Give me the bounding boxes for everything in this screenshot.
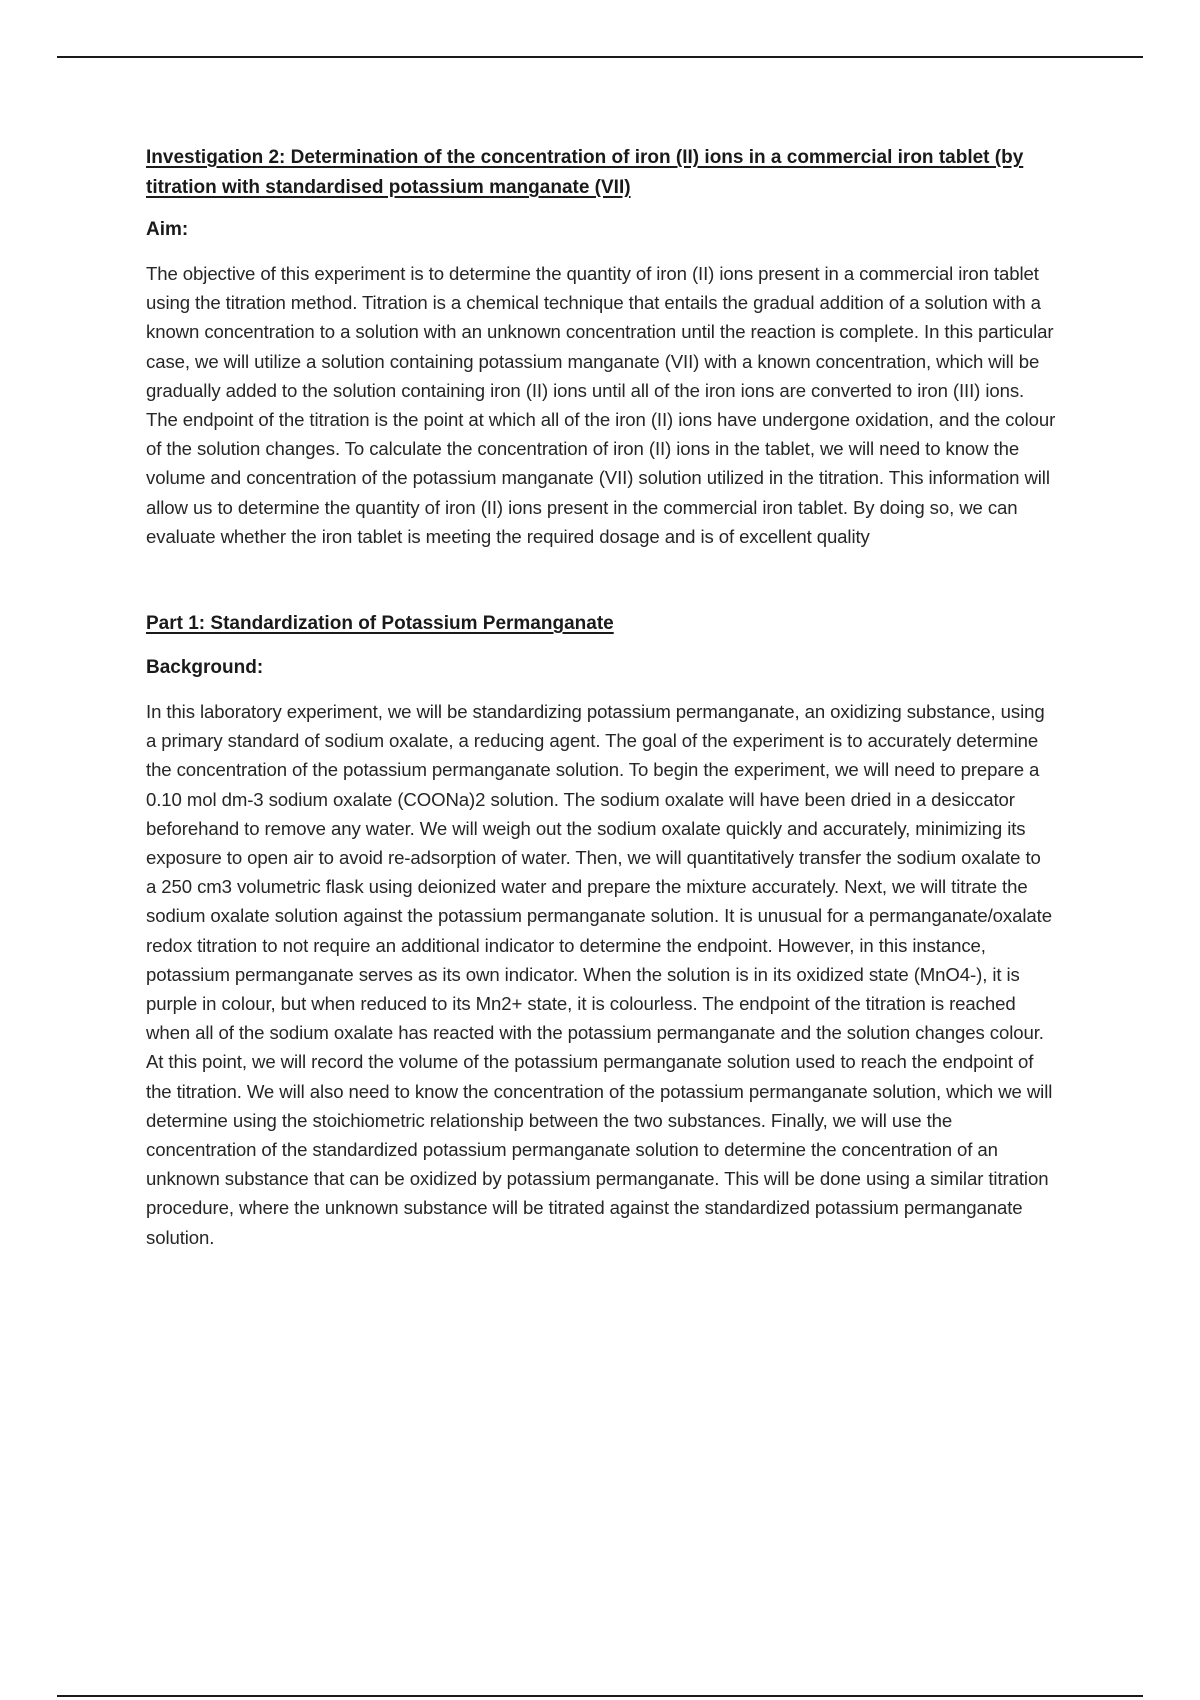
- investigation-title-text: Investigation 2: Determination of the concentration of iron (II) ions in a commercial iron tablet (by titration with standardised potassium manganate (VII): [146, 147, 1024, 198]
- part1-title: [146, 609, 1056, 639]
- background-label: Background:: [146, 657, 264, 679]
- document-body: [146, 143, 1056, 1252]
- aim-paragraph: The objective of this experiment is to determine the quantity of iron (II) ions present in a commercial iron tablet using the titration method. Titration is a chemical technique that entails the gradual addition of a solution with a known concentration to a solution with an unknown concentration until the reaction is complete. In this particular case, we will utilize a solution containing potassium manganate (VII) with a known concentration, which will be gradually added to the solution containing iron (II) ions until all of the iron ions are converted to iron (III) ions. The endpoint of the titration is the point at which all of the iron (II) ions have undergone oxidation, and the colour of the solution changes. To calculate the concentration of iron (II) ions in the tablet, we will need to know the volume and concentration of the potassium manganate (VII) solution utilized in the titration. This information will allow us to determine the quantity of iron (II) ions present in the commercial iron tablet. By doing so, we can evaluate whether the iron tablet is meeting the required dosage and is of excellent quality: [146, 263, 1056, 547]
- investigation-title: [146, 143, 1056, 203]
- background-paragraph: In this laboratory experiment, we will be standardizing potassium permanganate, an oxidizing substance, using a primary standard of sodium oxalate, a reducing agent. The goal of the experiment is to accurately determine the concentration of the potassium permanganate solution. To begin the experiment, we will need to prepare a 0.10 mol dm-3 sodium oxalate (COONa)2 solution. The sodium oxalate will have been dried in a desiccator beforehand to remove any water. We will weigh out the sodium oxalate quickly and accurately, minimizing its exposure to open air to avoid re-adsorption of water. Then, we will quantitatively transfer the sodium oxalate to a 250 cm3 volumetric flask using deionized water and prepare the mixture accurately. Next, we will titrate the sodium oxalate solution against the potassium permanganate solution. It is unusual for a permanganate/oxalate redox titration to not require an additional indicator to determine the endpoint. However, in this instance, potassium permanganate serves as its own indicator. When the solution is in its oxidized state (MnO4-), it is purple in colour, but when reduced to its Mn2+ state, it is colourless. The endpoint of the titration is reached when all of the sodium oxalate has reacted with the potassium permanganate and the solution changes colour. At this point, we will record the volume of the potassium permanganate solution used to reach the endpoint of the titration. We will also need to know the concentration of the potassium permanganate solution, which we will determine using the stoichiometric relationship between the two substances. Finally, we will use the concentration of the standardized potassium permanganate solution to determine the concentration of an unknown substance that can be oxidized by potassium permanganate. This will be done using a similar titration procedure, where the unknown substance will be titrated against the standardized potassium permanganate solution.: [146, 701, 1053, 1248]
- aim-label: Aim:: [146, 219, 189, 240]
- header-rule: [57, 56, 1143, 58]
- part1-title-text: Part 1: Standardization of Potassium Permanganate: [146, 613, 614, 635]
- footer-rule: [57, 1695, 1143, 1697]
